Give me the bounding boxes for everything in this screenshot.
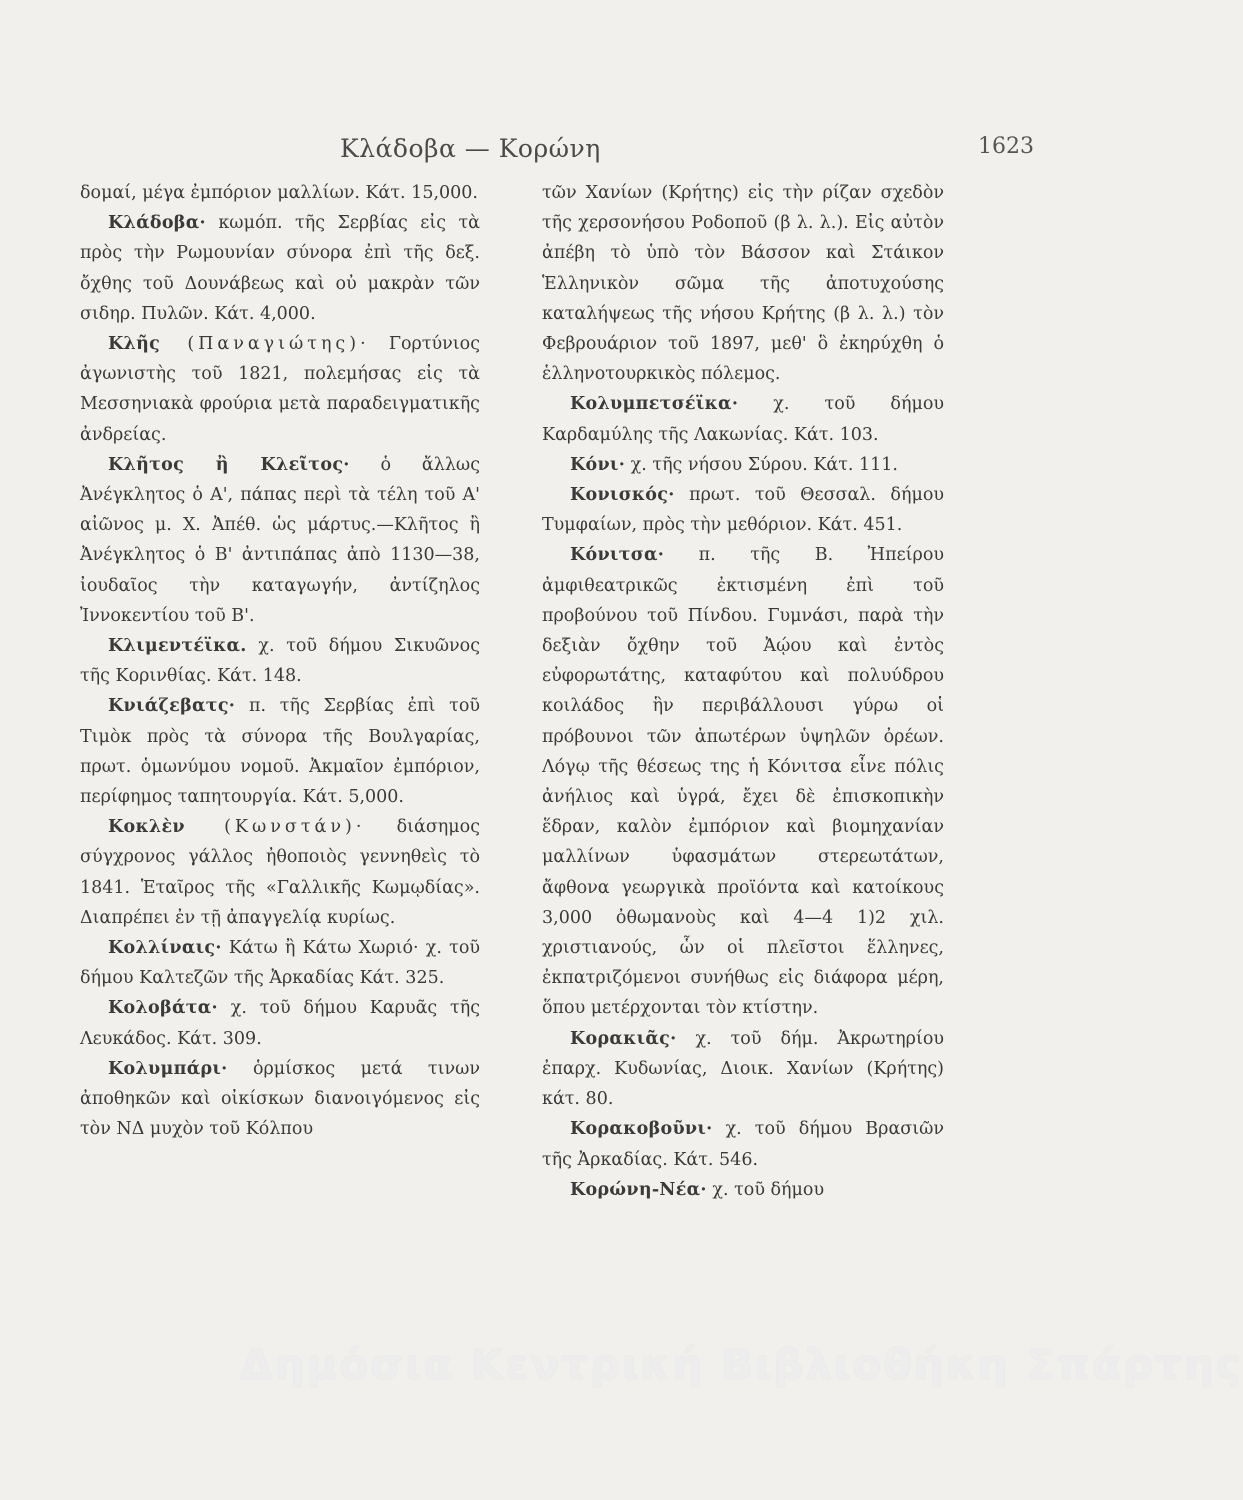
- entry-text: χ. τοῦ δήμου: [706, 1179, 825, 1200]
- entry-text: χ. τῆς νήσου Σύρου. Κάτ. 111.: [625, 454, 898, 475]
- entry-kolympetseika: [542, 389, 944, 449]
- headword: Κλῆτος ἢ Κλεῖτος·: [108, 454, 350, 475]
- entry-text: χ. τοῦ δήμου Καρυᾶς τῆς Λευκάδος. Κάτ. 309.: [80, 998, 480, 1049]
- entry-koklen: [80, 812, 480, 933]
- entry-text: π. τῆς Β. Ἠπείρου ἀμφιθεατρικῶς ἐκτισμένη ἐπὶ τοῦ προβούνου τοῦ Πίνδου. Γυμνάσι, παρὰ τὴν δεξιὰν ὄχθην τοῦ Ἀῴου καὶ ἐντὸς εὐφορωτάτης, καταφύτου καὶ πολυύδρου κοιλάδος ἣν περιβάλλουσι γύρω οἱ πρόβουνοι τῶν ἀπωτέρων ὑψηλῶν ὀρέων. Λόγῳ τῆς θέσεως της ἡ Κόνιτσα εἶνε πόλις ἀνήλιος καὶ ὑγρά, ἔχει δὲ ἐπισκοπικὴν ἕδραν, καλὸν ἐμπόριον καὶ βιομηχανίαν μαλλίνων ὑφασμάτων στερεωτάτων, ἄφθονα γεωργικὰ προϊόντα καὶ κατοίκους 3,000 ὀθωμανοὺς καὶ 4—4 1)2 χιλ. χριστιανούς, ὧν οἱ πλεῖστοι ἕλληνες, ἐκπατριζόμενοι συνήθως εἰς διάφορα μέρη, ὅπου μετέρχονται τὸν κτίστην.: [542, 545, 944, 1019]
- library-watermark: Δημόσια Κεντρική Βιβλιοθήκη Σπάρτης: [240, 1340, 1243, 1389]
- spaced-name: (Παναγιώτης): [160, 334, 361, 355]
- spaced-name: (Κωνστάν): [184, 817, 356, 838]
- entry-koniskos: [542, 480, 944, 540]
- headword: Κολυμπετσέϊκα·: [570, 394, 739, 415]
- entry-text: χ. τοῦ δήμου Σικυῶνος τῆς Κορινθίας. Κάτ. 148.: [80, 636, 480, 687]
- headword: Κλῆς: [108, 334, 161, 355]
- entry-text: τῶν Χανίων (Κρήτης) εἰς τὴν ρίζαν σχεδὸν τῆς χερσονήσου Ροδοποῦ (β λ. λ.). Εἰς αὐτὸν ἀπέβη τὸ ὑπὸ τὸν Βάσσον καὶ Στάικον Ἑλληνικὸν σῶμα τῆς ἀποτυχούσης καταλήψεως τῆς νήσου Κρήτης (β λ. λ.) τὸν Φεβρουάριον τοῦ 1897, μεθ' ὃ ἐκηρύχθη ὁ ἑλληνοτουρκικὸς πόλεμος.: [542, 183, 944, 385]
- headword: Κνιάζεβατς·: [108, 696, 236, 717]
- entry-konitsa: [542, 540, 944, 1023]
- headword: Κλάδοβα·: [108, 213, 206, 234]
- entry-koni: [542, 450, 944, 480]
- headword: Κορακιᾶς·: [570, 1028, 677, 1049]
- entry-text: πρωτ. τοῦ Θεσσαλ. δήμου Τυμφαίων, πρὸς τὴν μεθόριον. Κάτ. 451.: [542, 485, 944, 536]
- entry-klis: [80, 329, 480, 450]
- right-column: [542, 178, 944, 1205]
- headword: Κλιμεντέϊκα.: [108, 636, 247, 657]
- page-number: 1623: [978, 134, 1034, 159]
- entry-text: ὁ ἄλλως Ἀνέγκλητος ὁ Α', πάπας περὶ τὰ τέλη τοῦ Α' αἰῶνος μ. Χ. Ἀπέθ. ὡς μάρτυς.—Κλῆτος ἢ Ἀνέγκλητος ὁ Β' ἀντιπάπας ἀπὸ 1130—38, ἰουδαῖος τὴν καταγωγήν, ἀντίζηλος Ἰννοκεντίου τοῦ Β'.: [80, 454, 480, 626]
- entry-text: Κάτω ἢ Κάτω Χωριό· χ. τοῦ δήμου Καλτεζῶν τῆς Ἀρκαδίας Κάτ. 325.: [80, 938, 480, 989]
- entry-text: · Γορτύνιος ἀγωνιστὴς τοῦ 1821, πολεμήσας εἰς τὰ Μεσσηνιακὰ φρούρια μετὰ παραδειγματικῆς ἀνδρείας.: [80, 334, 480, 445]
- entry-korakias: [542, 1024, 944, 1115]
- left-column: [80, 178, 480, 1145]
- headword: Κόνι·: [570, 454, 626, 475]
- entry-text: κωμόπ. τῆς Σερβίας εἰς τὰ πρὸς τὴν Ρωμουνίαν σύνορα ἐπὶ τῆς δεξ. ὄχθης τοῦ Δουνάβεως καὶ οὐ μακρὰν τῶν σιδηρ. Πυλῶν. Κάτ. 4,000.: [80, 213, 480, 324]
- headword: Κοκλὲν: [108, 817, 185, 838]
- entry-text: χ. τοῦ δήμου Καρδαμύλης τῆς Λακωνίας. Κάτ. 103.: [542, 394, 944, 445]
- headword: Κολυμπάρι·: [108, 1058, 228, 1079]
- headword: Κονισκός·: [570, 485, 675, 506]
- entry-kladova: [80, 208, 480, 329]
- entry-kolympari: [80, 1054, 480, 1145]
- entry-text: · διάσημος σύγχρονος γάλλος ἠθοποιὸς γεννηθεὶς τὸ 1841. Ἑταῖρος τῆς «Γαλλικῆς Κωμῳδίας». Διαπρέπει ἐν τῇ ἀπαγγελίᾳ κυρίως.: [80, 817, 480, 928]
- headword: Κόνιτσα·: [570, 545, 665, 566]
- page-header: [0, 130, 1073, 170]
- entry-koroni-nea: [542, 1175, 944, 1205]
- entry-klitos: [80, 450, 480, 631]
- headword: Κορώνη-Νέα·: [570, 1179, 707, 1200]
- headword: Κορακοβοῦνι·: [570, 1119, 713, 1140]
- entry-kniazevats: [80, 691, 480, 812]
- headword: Κολλίναις·: [108, 938, 222, 959]
- entry-continuation: [542, 178, 944, 389]
- entry-kollinais: [80, 933, 480, 993]
- headword: Κολοβάτα·: [108, 998, 218, 1019]
- entry-klimenteika: [80, 631, 480, 691]
- entry-text: ὁρμίσκος μετά τινων ἀποθηκῶν καὶ οἰκίσκων διανοιγόμενος εἰς τὸν ΝΔ μυχὸν τοῦ Κόλπου: [80, 1058, 480, 1140]
- entry-text: δομαί, μέγα ἐμπόριον μαλλίων. Κάτ. 15,000.: [80, 183, 478, 203]
- entry-continuation: [80, 178, 480, 208]
- entry-text: π. τῆς Σερβίας ἐπὶ τοῦ Τιμὸκ πρὸς τὰ σύνορα τῆς Βουλγαρίας, πρωτ. ὁμωνύμου νομοῦ. Ἀκμαῖον ἐμπόριον, περίφημος ταπητουργία. Κάτ. 5,000.: [80, 696, 480, 808]
- entry-text: χ. τοῦ δήμου Βρασιῶν τῆς Ἀρκαδίας. Κάτ. 546.: [542, 1119, 944, 1170]
- entry-kolovata: [80, 993, 480, 1053]
- entry-korakovouni: [542, 1114, 944, 1174]
- entry-text: χ. τοῦ δήμ. Ἀκρωτηρίου ἐπαρχ. Κυδωνίας, Διοικ. Χανίων (Κρήτης) κάτ. 80.: [542, 1028, 944, 1110]
- running-head: Κλάδοβα — Κορώνη: [340, 134, 601, 163]
